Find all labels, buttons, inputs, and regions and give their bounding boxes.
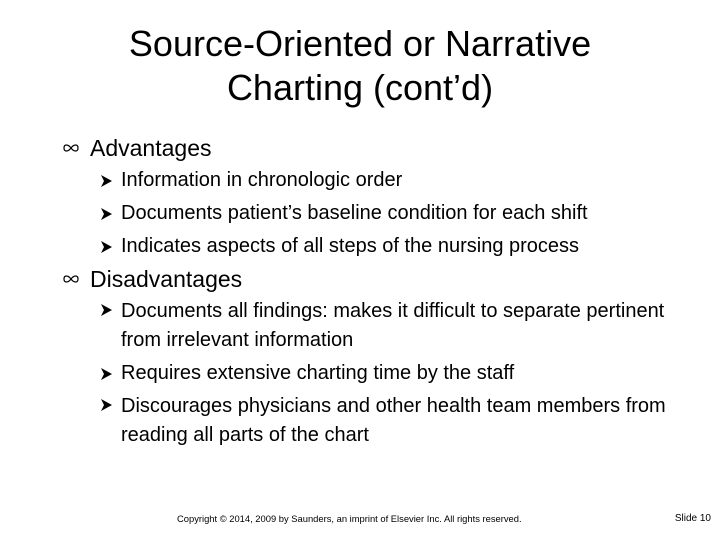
sub-bullet [62,230,682,263]
slide-title-line-2: Charting (cont’d) [226,67,494,108]
infinity-icon [62,263,80,295]
sub-bullet-text: Requires extensive charting time by the staff [121,362,515,384]
section-heading: Advantages [90,135,212,161]
sub-bullet-text: Indicates aspects of all steps of the nursing process [121,235,580,257]
sub-bullet-text: Documents patient’s baseline condition for each shift [121,202,588,224]
section-heading: Disadvantages [90,266,243,292]
bullet-disadvantages [62,263,682,295]
arrow-bullet-icon [100,174,113,188]
sub-bullet [62,164,682,197]
slide-title [60,22,660,110]
arrow-bullet-icon [100,367,113,381]
infinity-icon [62,132,80,164]
bullet-list [62,132,682,452]
arrow-bullet-icon [100,303,113,317]
arrow-bullet-icon [100,398,113,412]
arrow-bullet-icon [100,207,113,221]
sub-bullet-text: Documents all findings: makes it difficult to separate pertinent from irrelevant information [121,300,665,351]
sub-bullet-text: Information in chronologic order [121,169,403,191]
sub-bullet [62,357,682,390]
sub-bullet [62,197,682,230]
copyright-footer: Copyright © 2014, 2009 by Saunders, an imprint of Elsevier Inc. All rights reserved. [177,513,522,524]
bullet-advantages [62,132,682,164]
sub-bullet-text: Discourages physicians and other health team members from reading all parts of the chart [121,395,666,446]
sub-bullet [62,295,682,357]
arrow-bullet-icon [100,240,113,254]
slide-title-line-1: Source-Oriented or Narrative [128,23,592,64]
sub-bullet [62,390,682,452]
slide-number: Slide 10 [674,513,711,524]
